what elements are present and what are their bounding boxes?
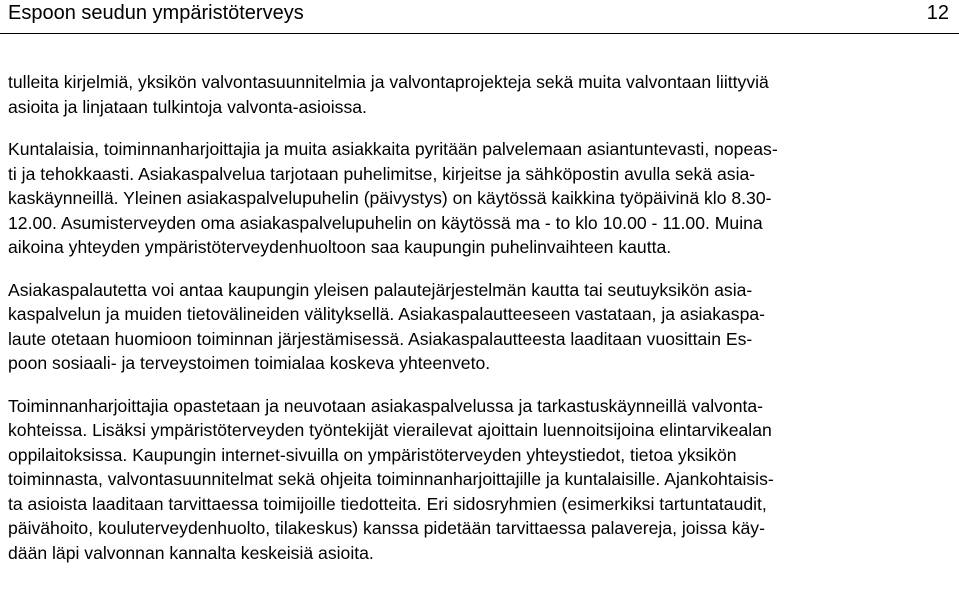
text-line: 12.00. Asumisterveyden oma asiakaspalvelupuhelin on käytössä ma - to klo 10.00 - 11.00. Muina	[8, 212, 763, 233]
text-line: kaspalvelun ja muiden tietovälineiden välityksellä. Asiakaspalautteeseen vastataan, ja asiakaspa-	[8, 304, 765, 324]
text-line: tulleita kirjelmiä, yksikön valvontasuunnitelmia ja valvontaprojekteja sekä muita valvontaan liittyviä	[8, 72, 769, 92]
page-number: 12	[926, 2, 949, 24]
text-line: oppilaitoksissa. Kaupungin internet-sivuilla on ympäristöterveyden yhteystiedot, tietoa yksikön	[8, 444, 737, 465]
header-title: Espoon seudun ympäristöterveys	[8, 2, 304, 24]
text-line: poon sosiaali- ja terveystoimen toimialaa koskeva yhteenveto.	[8, 353, 491, 373]
text-line: ta asioista laaditaan tarvittaessa toimijoille tiedotteita. Eri sidosryhmien (esimerkiksi tartuntataudit,	[8, 493, 767, 514]
text-line: laute otetaan huomioon toiminnan järjestämisessä. Asiakaspalautteesta laaditaan vuosittain Es-	[8, 328, 753, 349]
text-line: päivähoito, kouluterveydenhuolto, tilakeskus) kanssa pidetään tarvittaessa palavereja, joissa käy-	[8, 518, 765, 538]
page-header	[0, 0, 959, 34]
text-line: dään läpi valvonnan kannalta keskeisiä asioita.	[8, 542, 374, 563]
text-line: asioita ja linjataan tulkintoja valvonta-asioissa.	[8, 96, 367, 117]
text-line: kaskäynneillä. Yleinen asiakaspalvelupuhelin (päivystys) on käytössä kaikkina työpäivinä klo 8.30-	[8, 188, 772, 208]
paragraph-neuvonta	[8, 394, 954, 566]
paragraph-asiakaspalaute	[8, 278, 954, 376]
text-line: Kuntalaisia, toiminnanharjoittajia ja muita asiakkaita pyritään palvelemaan asiantuntevasti, nopeas-	[8, 139, 778, 159]
paragraph-valvonta	[8, 70, 954, 119]
text-line: toiminnasta, valvontasuunnitelmat sekä ohjeita toiminnanharjoittajille ja kuntalaisille. Ajankohtaisis-	[8, 469, 774, 489]
text-line: Toiminnanharjoittajia opastetaan ja neuvotaan asiakaspalvelussa ja tarkastuskäynneillä valvonta-	[8, 395, 764, 416]
paragraph-asiakaspalvelu	[8, 137, 954, 260]
text-line: Asiakaspalautetta voi antaa kaupungin yleisen palautejärjestelmän kautta tai seutuyksikön asia-	[8, 279, 753, 300]
document-body	[8, 70, 954, 565]
text-line: kohteissa. Lisäksi ympäristöterveyden työntekijät vierailevat ajoittain luennoitsijoina elintarvikealan	[8, 420, 772, 440]
text-line: ti ja tehokkaasti. Asiakaspalvelua tarjotaan puhelimitse, kirjeitse ja sähköpostin avulla sekä asia-	[8, 163, 756, 184]
text-line: aikoina yhteyden ympäristöterveydenhuoltoon saa kaupungin puhelinvaihteen kautta.	[8, 237, 672, 257]
